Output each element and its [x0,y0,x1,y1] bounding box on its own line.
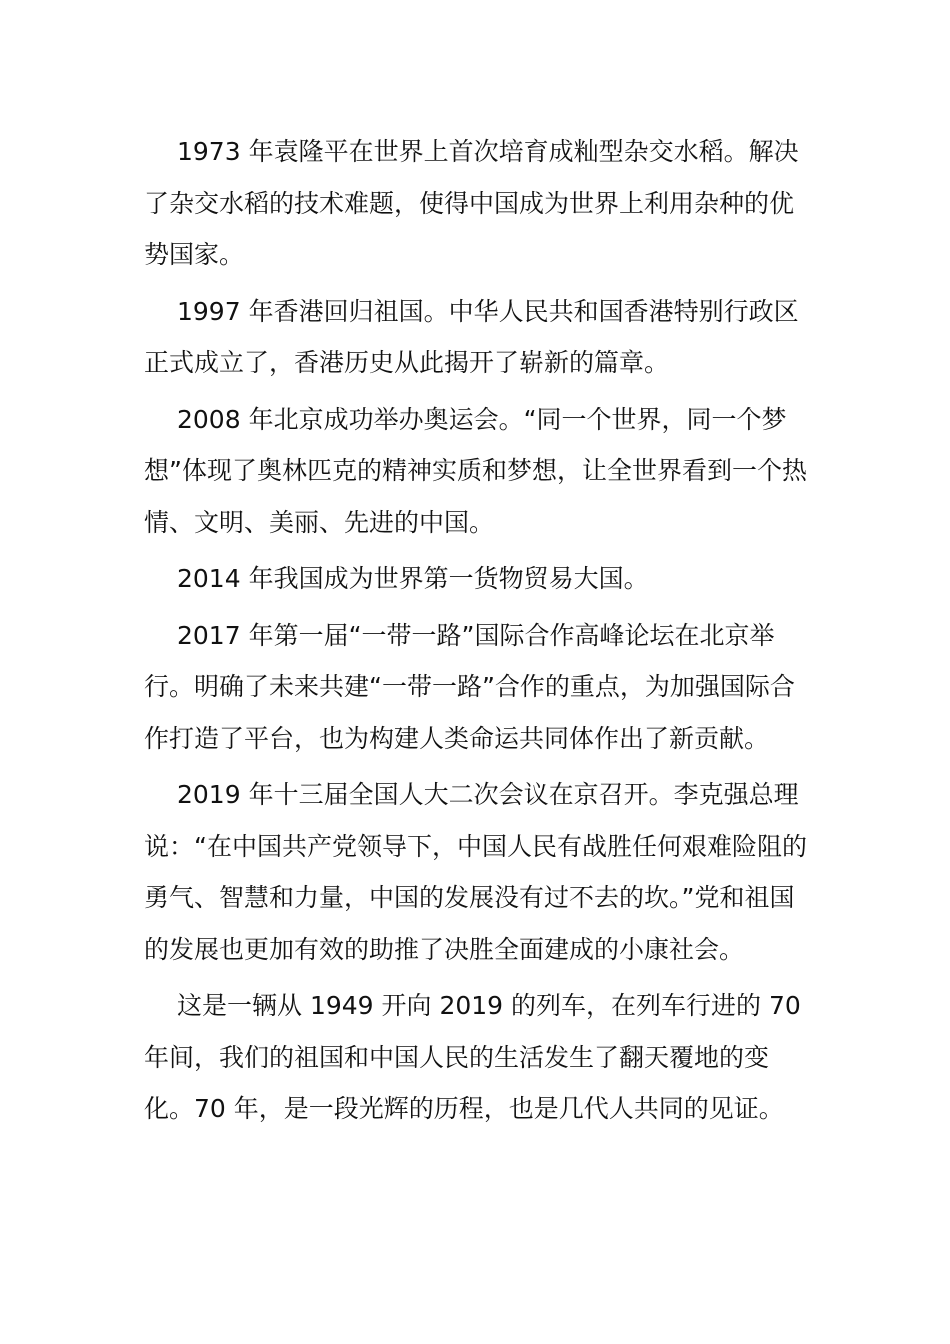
paragraph-2008: 2008 年北京成功举办奥运会。“同一个世界，同一个梦想”体现了奥林匹克的精神实质和梦想，让全世界看到一个热情、文明、美丽、先进的中国。 [144,404,807,537]
paragraph-1997: 1997 年香港回归祖国。中华人民共和国香港特别行政区正式成立了，香港历史从此揭开了崭新的篇章。 [144,296,799,377]
paragraph-2019: 2019 年十三届全国人大二次会议在京召开。李克强总理说：“在中国共产党领导下，中国人民有战胜任何艰难险阻的勇气、智慧和力量，中国的发展没有过不去的坎。”党和祖国的发展也更加有效的助推了决胜全面建成的小康社会。 [144,780,807,964]
document-body [144,126,812,1140]
paragraph-2014: 2014 年我国成为世界第一货物贸易大国。 [177,564,649,593]
paragraph-70-years: 这是一辆从 1949 开向 2019 的列车，在列车行进的 70 年间，我们的祖国和中国人民的生活发生了翻天覆地的变化。70 年，是一段光辉的历程，也是几代人共同的见证。 [144,991,801,1123]
paragraph-1973: 1973 年袁隆平在世界上首次培育成籼型杂交水稻。解决了杂交水稻的技术难题，使得中国成为世界上利用杂种的优势国家。 [144,137,799,269]
paragraph-2017: 2017 年第一届“一带一路”国际合作高峰论坛在北京举行。明确了未来共建“一带一路”合作的重点，为加强国际合作打造了平台，也为构建人类命运共同体作出了新贡献。 [144,620,795,753]
